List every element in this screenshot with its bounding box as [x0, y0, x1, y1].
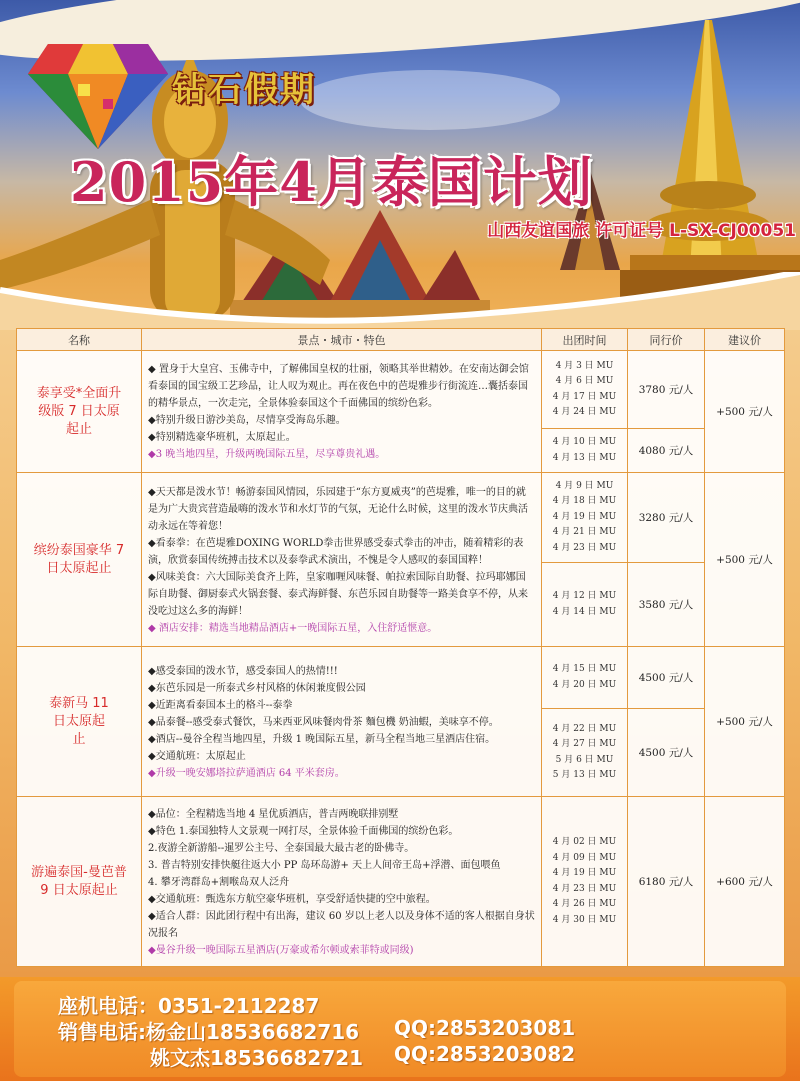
- departure-dates: [542, 709, 628, 797]
- date-item: 4 月 22 日 MU: [552, 723, 617, 734]
- peer-price: 4500 元/人: [628, 647, 705, 709]
- date-item: 4 月 14 日 MU: [552, 606, 617, 617]
- suggested-price: +500 元/人: [705, 351, 785, 473]
- departure-dates: [542, 429, 628, 473]
- date-item: 5 月 13 日 MU: [552, 770, 617, 780]
- banner-curve: [0, 272, 800, 330]
- date-item: 4 月 3 日 MU: [555, 360, 614, 371]
- suggested-price: +600 元/人: [705, 797, 785, 967]
- date-item: 5 月 6 日 MU: [555, 754, 614, 765]
- desc-line: 4. 攀牙湾群岛+割喉岛双人泛舟: [148, 876, 290, 888]
- tour-name: 游遍泰国-曼芭普 9 日太原起止: [17, 797, 142, 967]
- date-item: 4 月 15 日 MU: [552, 664, 617, 674]
- date-item: 4 月 23 日 MU: [552, 883, 617, 894]
- desc-line: ◆看泰拳：在芭堤雅DOXING WORLD拳击世界感受泰式拳击的冲击，随着精彩的表演，欣赏泰国传统搏击技术以及泰拳武术演出，不愧是令人感叹的泰国国粹！: [148, 537, 524, 566]
- table-header-row: [17, 329, 785, 351]
- desc-note: ◆升级一晚安娜塔拉萨通酒店 64 平米套房。: [148, 767, 345, 779]
- diamond-logo-icon: [28, 44, 168, 149]
- departure-dates: [542, 797, 628, 967]
- page-title: 2015年4月泰国计划: [70, 150, 593, 214]
- desc-line: ◆交通航班：甄选东方航空豪华班机，享受舒适快捷的空中旅程。: [148, 893, 436, 905]
- qq-1: QQ:2853203081: [394, 1016, 576, 1040]
- desc-note: ◆曼谷升级一晚国际五星酒店(万豪或希尔顿或索菲特或同级): [148, 944, 414, 956]
- license-text: 山西友谊国旅 许可证号 L-SX-CJ00051: [487, 221, 796, 241]
- sales-phone-1: 销售电话:杨金山18536682716: [58, 1020, 360, 1044]
- departure-dates: [542, 647, 628, 709]
- date-item: 4 月 26 日 MU: [552, 899, 617, 909]
- table-row: [17, 351, 785, 429]
- sales-phone-2: 姚文杰18536682721: [150, 1046, 364, 1070]
- date-item: 4 月 17 日 MU: [552, 391, 617, 402]
- tour-name: 泰新马 11 日太原起止: [17, 647, 142, 797]
- suggested-price: +500 元/人: [705, 473, 785, 647]
- departure-dates: [542, 473, 628, 563]
- desc-line: ◆交通航班：太原起止: [148, 750, 246, 762]
- desc-line: ◆品位：全程精选当地 4 星优质酒店，普吉两晚联排别墅: [148, 808, 399, 820]
- column-header-dates: 出团时间: [542, 329, 628, 351]
- peer-price: 4500 元/人: [628, 709, 705, 797]
- table-row: [17, 647, 785, 709]
- peer-price: 3780 元/人: [628, 351, 705, 429]
- desc-line: ◆特色 1.泰国独特人文景观一网打尽，全景体验千面佛国的缤纷色彩。: [148, 825, 459, 837]
- date-item: 4 月 21 日 MU: [552, 527, 617, 538]
- desc-line: ◆适合人群：因此团行程中有出海，建议 60 岁以上老人以及身体不适的客人根据自身状况报名: [148, 910, 535, 939]
- tour-name: 泰享受*全面升级版 7 日太原起止: [17, 351, 142, 473]
- date-item: 4 月 10 日 MU: [552, 437, 617, 447]
- peer-price: 3280 元/人: [628, 473, 705, 563]
- date-item: 4 月 18 日 MU: [552, 496, 617, 507]
- header-banner: [0, 0, 800, 330]
- date-item: 4 月 13 日 MU: [552, 452, 617, 463]
- desc-line: ◆感受泰国的泼水节，感受泰国人的热情!!!: [148, 665, 338, 677]
- desc-note: ◆ 酒店安排：精选当地精品酒店+一晚国际五星，入住舒适惬意。: [148, 622, 438, 634]
- desc-line: 2.夜游全新游船--暹罗公主号、全泰国最大最古老的卧佛寺。: [148, 842, 415, 854]
- date-item: 4 月 02 日 MU: [552, 837, 617, 847]
- date-item: 4 月 24 日 MU: [552, 407, 617, 417]
- peer-price: 6180 元/人: [628, 797, 705, 967]
- qq-2: QQ:2853203082: [394, 1042, 576, 1066]
- desc-line: ◆品泰餐--感受泰式餐饮，马来西亚风味餐肉骨茶 麵包機 奶油蝦，美味享不停。: [148, 716, 499, 728]
- desc-line: ◆酒店--曼谷全程当地四星，升级 1 晚国际五星，新马全程当地三星酒店住宿。: [148, 733, 496, 745]
- date-item: 4 月 6 日 MU: [555, 376, 614, 386]
- desc-line: ◆ 置身于大皇宫、玉佛寺中，了解佛国皇权的壮丽，领略其举世精妙。在安南达御会馆看泰国的国宝级工艺珍品，让人叹为观止。再在夜色中的芭堤雅步行街流连…囊括泰国的精华景点，一次走完，全景体验泰国这个千面佛国的缤纷色彩。: [148, 364, 529, 409]
- tour-description: [142, 473, 542, 647]
- tour-name: 缤纷泰国豪华 7 日太原起止: [17, 473, 142, 647]
- desc-line: ◆东芭乐园是一所泰式乡村风格的休闲兼度假公园: [148, 682, 366, 694]
- date-item: 4 月 19 日 MU: [552, 511, 617, 522]
- desc-line: ◆风味美食：六大国际美食齐上阵，皇家咖喱风味餐、帕拉索国际自助餐、拉玛耶娜国际自助餐、御厨泰式火锅套餐、泰式海鲜餐、东芭乐园自助餐等一路美食享不停，从来没吃过这么多的海鲜！: [148, 571, 528, 617]
- column-header-suggest: 建议价: [705, 329, 785, 351]
- desc-line: 3. 普吉特别安排快艇往返大小 PP 岛环岛游+ 天上人间帝王岛+浮潜、面包喂鱼: [148, 859, 501, 871]
- table-row: [17, 797, 785, 967]
- tour-description: [142, 647, 542, 797]
- brand-name: 钻石假期: [172, 70, 316, 110]
- tour-description: [142, 351, 542, 473]
- desc-note: ◆3 晚当地四星，升级两晚国际五星，尽享尊贵礼遇。: [148, 449, 386, 460]
- departure-dates: [542, 563, 628, 647]
- date-item: 4 月 27 日 MU: [552, 739, 617, 749]
- column-header-price: 同行价: [628, 329, 705, 351]
- date-item: 4 月 12 日 MU: [552, 591, 617, 601]
- column-header-name: 名称: [17, 329, 142, 351]
- departure-dates: [542, 351, 628, 429]
- peer-price: 3580 元/人: [628, 563, 705, 647]
- suggested-price: +500 元/人: [705, 647, 785, 797]
- date-item: 4 月 19 日 MU: [552, 868, 617, 878]
- landline-phone: 座机电话：0351-2112287: [58, 994, 320, 1018]
- date-item: 4 月 09 日 MU: [552, 852, 617, 863]
- tour-description: [142, 797, 542, 967]
- date-item: 4 月 30 日 MU: [552, 914, 617, 925]
- date-item: 4 月 9 日 MU: [555, 480, 614, 491]
- column-header-desc: 景点・城市・特色: [142, 329, 542, 351]
- desc-line: ◆特别升级日游沙美岛，尽情享受海岛乐趣。: [148, 415, 346, 426]
- desc-line: ◆近距离看泰国本土的格斗--泰拳: [148, 699, 293, 711]
- date-item: 4 月 23 日 MU: [552, 542, 617, 553]
- date-item: 4 月 20 日 MU: [552, 679, 617, 690]
- tour-table: [16, 328, 784, 967]
- table-row: [17, 473, 785, 563]
- peer-price: 4080 元/人: [628, 429, 705, 473]
- desc-line: ◆特别精选豪华班机，太原起止。: [148, 432, 296, 443]
- desc-line: ◆天天都是泼水节！畅游泰国风情园，乐园建于“东方夏威夷”的芭堤雅，唯一的目的就是为广大贵宾营造最嗨的泼水节和水灯节的气氛，无论什么时候，这里的泼水节庆典活动永远在等着您！: [148, 486, 528, 532]
